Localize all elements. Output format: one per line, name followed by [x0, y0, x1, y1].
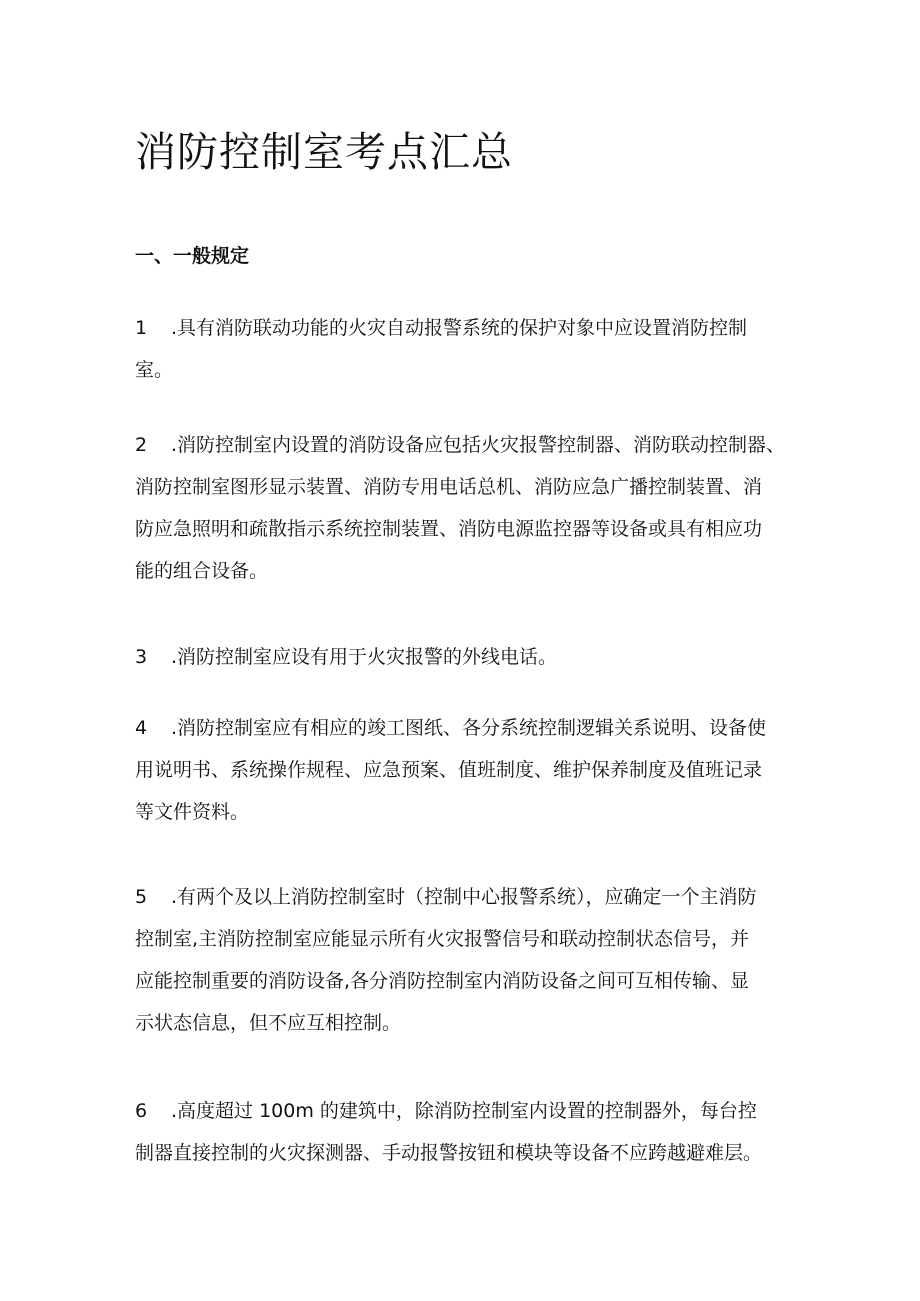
- section-heading: 一、一般规定: [135, 245, 250, 267]
- item-text: .具有消防联动功能的火灾自动报警系统的保护对象中应设置消防控制: [171, 317, 748, 339]
- item-line: 制器直接控制的火灾探测器、手动报警按钮和模块等设备不应跨越避难层。: [135, 1142, 763, 1164]
- item-line: 室。: [135, 359, 174, 381]
- item-number: 4: [135, 717, 148, 739]
- item-text: .高度超过 100m 的建筑中，除消防控制室内设置的控制器外，每台控: [171, 1100, 757, 1122]
- item-line: 应能控制重要的消防设备,各分消防控制室内消防设备之间可互相传输、显: [135, 970, 750, 992]
- list-item: [135, 876, 795, 1044]
- list-item: [135, 636, 795, 678]
- item-number: 2: [135, 434, 148, 456]
- list-item: [135, 424, 795, 592]
- list-item: [135, 707, 795, 833]
- list-item: [135, 1090, 795, 1174]
- item-line: 用说明书、系统操作规程、应急预案、值班制度、维护保养制度及值班记录: [135, 759, 763, 781]
- item-line: [135, 424, 795, 466]
- item-text: .消防控制室应有相应的竣工图纸、各分系统控制逻辑关系说明、设备使: [171, 717, 767, 739]
- item-line: [135, 876, 795, 918]
- item-text: .消防控制室内设置的消防设备应包括火灾报警控制器、消防联动控制器、: [171, 434, 786, 456]
- item-line: [135, 1090, 795, 1132]
- list-item: [135, 307, 795, 391]
- item-number: 1: [135, 317, 148, 339]
- item-number: 6: [135, 1100, 148, 1122]
- item-line: 示状态信息，但不应互相控制。: [135, 1012, 402, 1034]
- item-line: 能的组合设备。: [135, 560, 269, 582]
- item-number: 5: [135, 886, 148, 908]
- item-line: 控制室,主消防控制室应能显示所有火灾报警信号和联动控制状态信号，并: [135, 928, 750, 950]
- item-line: [135, 636, 795, 678]
- item-line: 等文件资料。: [135, 801, 250, 823]
- item-line: 消防控制室图形显示装置、消防专用电话总机、消防应急广播控制装置、消: [135, 476, 763, 498]
- item-line: [135, 307, 795, 349]
- item-text: .有两个及以上消防控制室时（控制中心报警系统），应确定一个主消防: [171, 886, 757, 908]
- item-line: [135, 707, 795, 749]
- page-title: 消防控制室考点汇总: [135, 128, 513, 176]
- item-number: 3: [135, 646, 148, 668]
- item-text: .消防控制室应设有用于火灾报警的外线电话。: [171, 646, 558, 668]
- item-line: 防应急照明和疏散指示系统控制装置、消防电源监控器等设备或具有相应功: [135, 518, 763, 540]
